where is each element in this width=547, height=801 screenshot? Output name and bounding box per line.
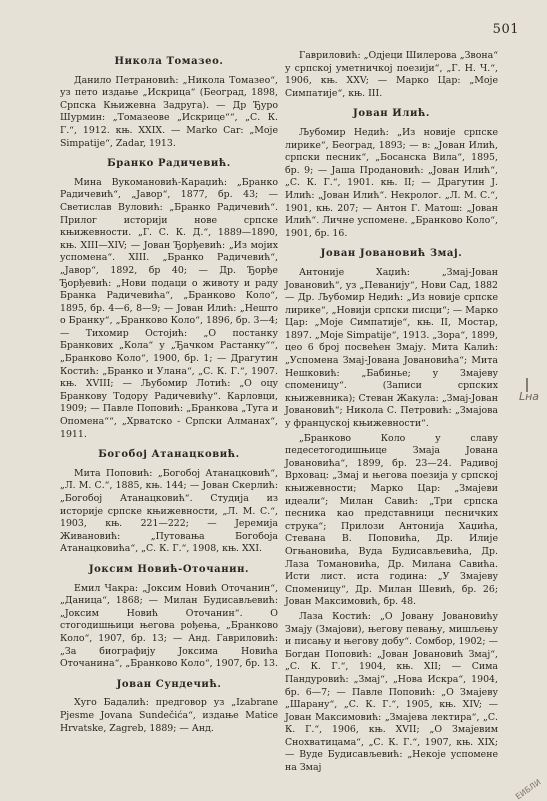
section-heading: Богобој Атанацковић. [98, 449, 240, 461]
bibliography-section [60, 158, 278, 441]
margin-handwritten-note: Lна [518, 390, 539, 403]
bibliography-entry: Хуго Бадалић: предговор уз „Izabrane Pjesme Jovana Sundečića“, издање Matice Hrvatske, Zagreb, 1889; — Анд. [60, 697, 278, 734]
bibliography-entry: Емил Чакра: „Јоксим Новић Оточанин“, „Даница“, 1868; — Милан Будисављевић: „Јоксим Новић Оточанин“. О стогодишњици његова рођења, „Бранково Коло“, 1907, бр. 13; — Анд. Гавриловић: „За биографију Јоксима Новића Оточанина“, „Бранково Коло“, 1907, бр. 13. [60, 582, 278, 670]
page-number: 501 [492, 22, 519, 37]
bibliography-section [60, 564, 278, 671]
bibliography-entry: „Бранково Коло у славу педесетогодишњице Змаја Јована Јовановића“, 1899, бр. 23—24. Радивој Врховац: „Змај и његова поезија у српској књижевности; Марко Цар: „Змајеви идеали“; Милан Савић: „Три српска песника као представници песничких струка“; Прилози Антонија Хаџића, Стевана В. Поповића, Др. Илије Огњановића, Вуда Будисављевића, Др. Лаза Томановића, Др. Милана Савића. Исти лист. иста година: „У Змајеву Споменицу“, Др. Милан Шевић, бр. 26; Јован Максимовић, бр. 48. [285, 432, 498, 608]
bibliography-section [60, 449, 278, 556]
bibliography-entry: Данило Петрановић: „Никола Томазео“, уз пето издање „Искрица“ (Београд, 1898, Српска Књижевна Задруга). — Др Ђуро Шурмин: „Томазеове „Искрице““, „С. К. Г.“, 1912. књ. XXIX. — Marko Car: „Moje Simpatije“, Zadar, 1913. [60, 74, 278, 149]
bibliography-entry: Антоније Хаџић: „Змај-Јован Јовановић“, уз „Певанију“, Нови Сад, 1882 — Др. Љубомир Недић: „Из новије српске лирике“, „Новији српски писци“; — Марко Цар: „Моје Симпатије“, књ. II, Мостар, 1897. „Moje Simpatije“, 1913. „Зора“, 1899, цео 6 број посвећен Змају. Мита Калић: „Успомена Змај-Јована Јовановића“; Мита Нешковић: „Бабинье; у Змајеву споменицу“. (Записи српских књижевника); Стеван Жакула: „Змај-Јован Јовановић“; Никола С. Петровић: „Змајова у француској књижевности“. [285, 266, 498, 430]
bibliography-entry: Мина Вукомановић-Караџић: „Бранко Радичевић“, „Јавор“, 1877, бр. 43; — Светислав Вуловић: „Бранко Радичевић“. Прилог историји нове српске књижевности. „Г. С. К. Д.“, 1889—1890, књ. XIII—XIV; — Јован Ђорђевић: „Из мојих успомена“. XIII. „Бранко Радичевић“, „Јавор“, 1892, бр 40; — Др. Ђорђе Ђорђевић: „Нови подаци о животу и раду Бранка Радичевића“, „Бранково Коло“, 1895, бр. 4—6, 8—9; — Јован Илић: „Нешто о Бранку“, „Бранково Коло“, 1896, бр. 3—4; — Тихомир Остојић: „О постанку Бранкових „Кола“ у „Ђачком Растанку““, „Бранково Коло“, 1900, бр. 1; — Драгутин Костић: „Бранко и Улана“, „С. К. Г.“, 1907. књ. XVIII; — Љубомир Лотић: „О оцу Бранкову Тодору Радичевићу“. Карловци, 1909; — Павле Поповић: „Бранкова „Туга и Опомена““, „Хрватско - Српски Алманах“, 1911. [60, 176, 278, 440]
section-heading: Бранко Радичевић. [107, 158, 231, 170]
bibliography-entry: Гавриловић: „Одјеци Шилерова „Звона“ у српској уметничкој поезији“, „Г. Н. Ч.“, 1906, књ. XXV; — Марко Цар: „Моје Симпатије“, књ. III. [285, 50, 498, 99]
left-column [60, 50, 278, 743]
section-heading: Јован Илић. [353, 108, 430, 120]
section-heading: Никола Томазео. [114, 56, 224, 67]
right-column [285, 50, 498, 783]
section-heading: Јован Јовановић Змај. [320, 248, 463, 260]
bibliography-entry: Мита Поповић: „Богобој Атанацковић“, „Л. М. С.“, 1885, књ. 144; — Јован Скерлић: „Богобој Атанацковић“. Студија из историје српске књижевности, „Л. М. С.“, 1903, књ. 221—222; — Јеремија Живановић: „Путовања Богобоја Атанацковића“, „С. К. Г.“, 1908, књ. XXI. [60, 467, 278, 555]
library-stamp: ЕИБЛИ [514, 777, 544, 801]
bibliography-entry: Љубомир Недић: „Из новије српске лирике“, Београд, 1893; — в: „Јован Илић, српски песник“, „Босанска Вила“, 1895, бр. 9; — Јаша Продановић: „Јован Илић“, „С. К. Г.“, 1901. књ. II; — Драгутин Ј. Илић: „Јован Илић“. Некролог. „Л. М. С.“, 1901, књ. 207; — Антон Г. Матош: „Јован Илић“. Личне успомене. „Бранково Коло“, 1901, бр. 16. [285, 126, 498, 239]
bibliography-section [60, 679, 278, 735]
section-heading: Јован Сундечић. [116, 678, 222, 690]
bibliography-section [285, 108, 498, 240]
bibliography-section [285, 248, 498, 774]
bibliography-section [60, 56, 278, 150]
bibliography-entry: Лаза Костић: „О Јовану Јовановићу Змају (Змајови), његову певању, мишљењу и писању и његову добу“. Сомбор, 1902; — Богдан Поповић: „Јован Јовановић Змај“, „С. К. Г.“, 1904, књ. XII; — Сима Пандуровић: „Змај“, „Нова Искра“, 1904, бр. 6—7; — Павле Поповић: „О Змајеву „Шарану“, „С. К. Г.“, 1905, књ. XIV; — Јован Максимовић: „Змајева лектира“, „С. К. Г.“, 1906, књ. XVII; „О Змајевим Снохватицама“, „С. К. Г.“, 1907, књ. XIX; — Вуде Будисављевић: „Некоје успомене на Змај [285, 610, 498, 774]
bibliography-section [285, 50, 498, 100]
section-heading: Јоксим Новић-Оточанин. [88, 563, 250, 575]
